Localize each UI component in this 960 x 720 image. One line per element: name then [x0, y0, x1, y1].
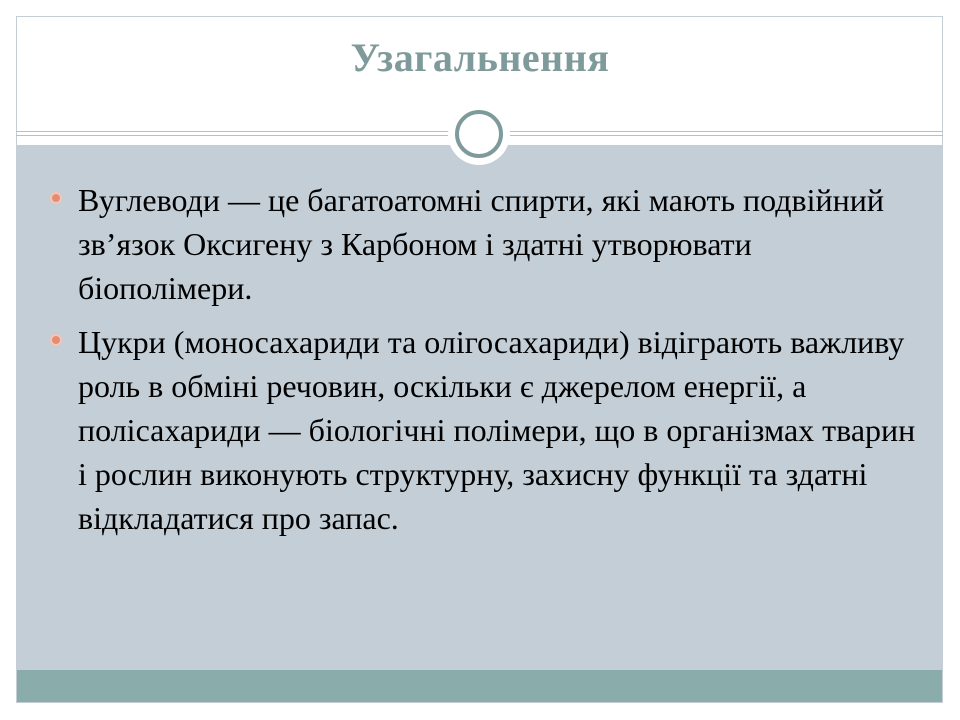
decorative-ring-icon [455, 110, 503, 158]
bullet-dot-icon [50, 192, 62, 204]
bullet-list [48, 178, 918, 550]
footer-band [17, 670, 942, 702]
bullet-item-sugars [48, 320, 918, 540]
bullet-dot-icon [50, 334, 62, 346]
bullet-text: Вуглеводи — це багатоатомні спирти, які мають подвійний зв’язок Оксигену з Карбоном і здатні утворювати біополімери. [78, 182, 885, 306]
bullet-text: Цукри (моносахариди та олігосахариди) відіграють важливу роль в обміні речовин, оскільки є джерелом енергії, а полісахариди — біологічні полімери, що в організмах тварин і рослин виконують структурну, захисну функції та здатні відкладатися про запас. [78, 324, 916, 536]
bullet-item-carbohydrates [48, 178, 918, 310]
slide-title: Узагальнення [350, 35, 610, 80]
